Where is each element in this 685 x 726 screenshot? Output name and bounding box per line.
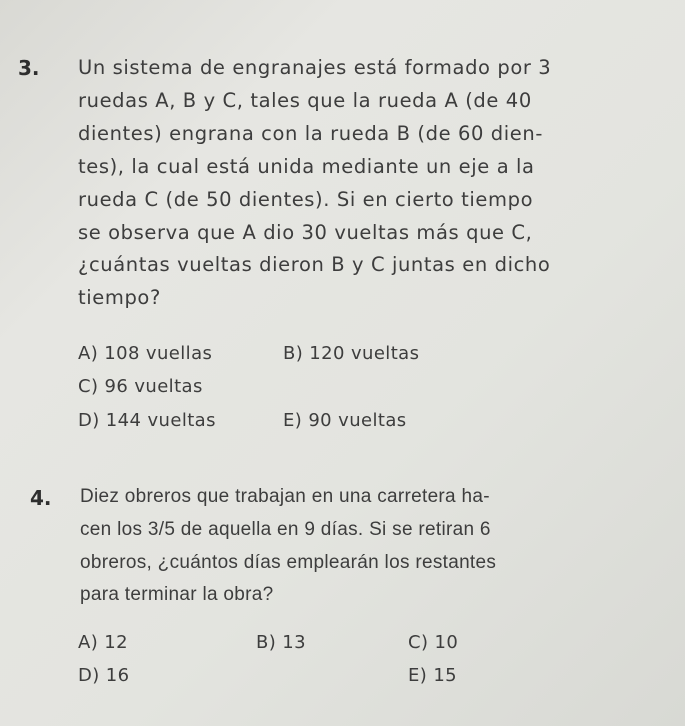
question-3-option-d[interactable]: D) 144 vueltas [78, 410, 216, 431]
question-4-line: Diez obreros que trabajan en una carretera ha- [80, 486, 490, 507]
question-3-line: tes), la cual está unida mediante un eje a la [78, 155, 535, 178]
question-3-line: ¿cuántas vueltas dieron B y C juntas en dicho [78, 253, 551, 276]
question-4-line: para terminar la obra? [80, 584, 274, 605]
question-3-line: se observa que A dio 30 vueltas más que C, [78, 221, 533, 244]
question-4-line: cen los 3/5 de aquella en 9 días. Si se retiran 6 [80, 519, 491, 540]
question-4-option-c[interactable]: C) 10 [408, 632, 459, 653]
question-3-line: Un sistema de engranajes está formado por 3 [78, 56, 552, 79]
question-4-option-a[interactable]: A) 12 [78, 632, 128, 653]
question-3-option-a[interactable]: A) 108 vuellas [78, 343, 213, 364]
question-3-option-b[interactable]: B) 120 vueltas [283, 343, 420, 364]
question-4-number: 4. [30, 486, 52, 510]
question-3-line: ruedas A, B y C, tales que la rueda A (de 40 [78, 89, 532, 112]
question-3-option-e[interactable]: E) 90 vueltas [283, 410, 407, 431]
question-3-option-c[interactable]: C) 96 vueltas [78, 376, 203, 397]
question-4-option-d[interactable]: D) 16 [78, 665, 130, 686]
question-3-line: tiempo? [78, 286, 161, 309]
question-3-line: rueda C (de 50 dientes). Si en cierto tiempo [78, 188, 534, 211]
question-4-option-e[interactable]: E) 15 [408, 665, 458, 686]
question-4-option-b[interactable]: B) 13 [256, 632, 306, 653]
question-3-number: 3. [18, 56, 40, 80]
question-4-line: obreros, ¿cuántos días emplearán los restantes [80, 552, 497, 573]
question-3-line: dientes) engrana con la rueda B (de 60 dien- [78, 122, 543, 145]
